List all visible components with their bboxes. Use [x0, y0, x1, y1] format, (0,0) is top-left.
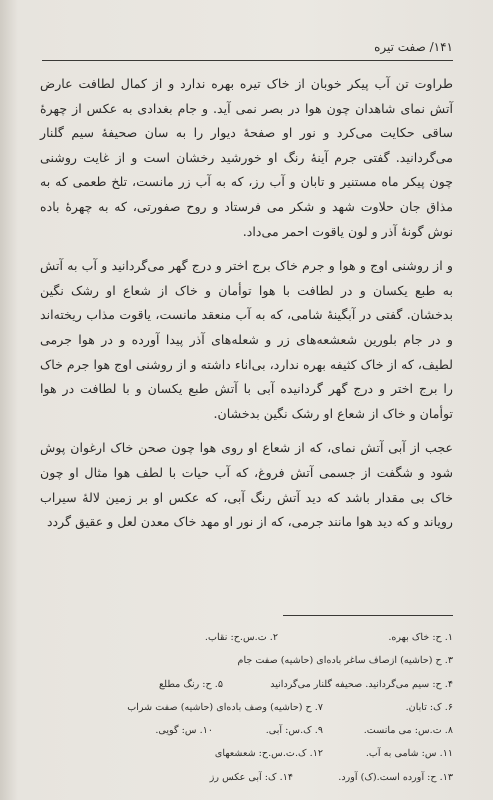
footnote: ۱۱. س: شامی به آب. — [365, 748, 453, 760]
footnote-row — [70, 649, 453, 672]
footnotes — [70, 626, 453, 789]
header-rule — [42, 60, 453, 61]
main-text — [40, 72, 453, 535]
paragraph-3: عجب از آبی آتش نمای، که از شعاع او روی هوا چون صحن خاک ارغوان پوش شود و شگفت از جسمی آتش فروغ، که آب حیات با لطف هوا مثال او چون خاک بی مقدار باشد که دید آتش رنگ آبی، که عکس او بر زمین لالهٔ سیراب رویاند و که دید هوا مانند جرمی، که از نور او مهد خاک معدن لعل و عقیق گردد — [40, 440, 453, 530]
footnote: ۶. ک: تابان. — [405, 701, 453, 713]
footnote: ۳. ح (حاشیه) ازصاف ساغر باده‌ای (حاشیه) صفت جام — [237, 655, 453, 667]
footnote: ۹. ک.س: آبی. — [265, 725, 323, 737]
footnote: ۴. ح: سیم می‌گردانید. صحیفه گلنار می‌گردانید — [270, 678, 453, 690]
footnote-row — [70, 719, 453, 742]
paragraph-2: و از روشنی اوج و هوا و جرم خاک برج اختر و درج گهر می‌گردانید و آب به آتش به طبع یکسان و در لطافت با هوا توأمان و خاک از شعاع او رشک نگین بدخشان. گفتی در آبگینهٔ شامی، که به آب منعقد مانست، یاقوت مذاب ریخته‌اند و در جام بلورین شعشعه‌های زر و شعله‌های آذر پیدا آورده و در هوا جرمی لطیف، که از خاک کثیفه بهره ندارد، بی‌اناء داشته و از روشنی اوج هوا جرم خاک را برج اختر و درج گهر گردانیده آبی با آتش طبع یکسان و با لطافت در هوا توأمان و خاک از شعاع او رشک نگین بدخشان. — [40, 258, 453, 421]
footnote: ۱۳. ح: آورده است.(ک) آورد. — [338, 771, 453, 783]
footnote: ۲. ت.س.ح: نقاب. — [204, 632, 278, 643]
footnote-row — [70, 696, 453, 719]
paragraph-1: طراوت تن آب پیکر خوبان از خاک تیره بهره ندارد و از کمال لطافت عارض آتش نمای شاهدان چون هوا در بصر نمی آید. و جام بغدادی به عکس از چهرهٔ ساقی حکایت می‌کرد و نور او صفحهٔ دیوار را به سان صحیفهٔ سیم گلنار می‌گردانید. گفتی جرم آینهٔ رنگ او خورشید رخشان است و از غایت روشنی چون پیکر ماه مستنیر و تابان و آب رز، که به آب زر مانست، تلخ طعمی که به مذاق جان حلاوت شهد و شکر می فرستاد و روح صفورتی، که به چهرهٔ باده نوش گونهٔ آذر و لون یاقوت احمر می‌داد. — [40, 76, 453, 239]
footnote: ۱۲. ک.ت.س.ح: شعشعهای — [214, 748, 323, 760]
running-head: ۱۴۱/ صفت تیره — [374, 40, 453, 54]
footnote-row — [70, 673, 453, 696]
footnote-row — [70, 626, 453, 649]
footnote: ۷. ح (حاشیه) وصف باده‌ای (حاشیه) صفت شراب — [127, 701, 323, 713]
footnote-row — [70, 742, 453, 765]
footnote: ۱۴. ک: آبی عکس رز — [209, 771, 293, 783]
footnote: ۱۰. س: گویی. — [155, 725, 213, 737]
footnote: ۵. ح: رنگ مطلع — [159, 678, 223, 690]
footnote: ۱. ح: خاک بهره. — [388, 632, 453, 643]
footnote: ۸. ت.س: می مانست. — [363, 725, 453, 737]
footnote-row — [70, 766, 453, 789]
footnote-rule — [283, 615, 453, 616]
